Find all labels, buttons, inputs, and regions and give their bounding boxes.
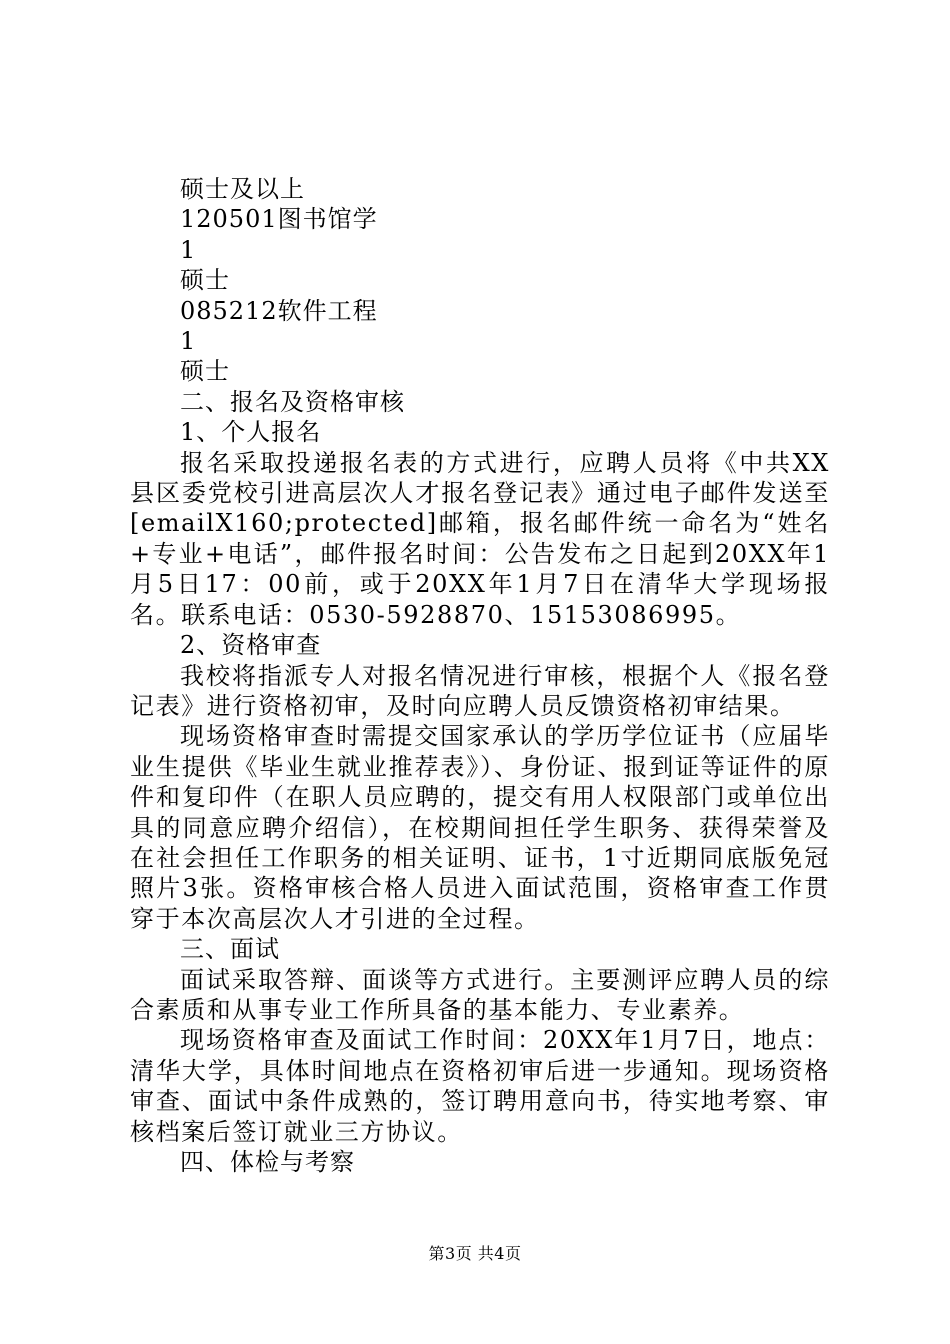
subheading-qualification-review: 2、资格审查 (180, 631, 322, 660)
degree-software-engineering: 硕士 (180, 357, 230, 386)
section-heading-interview: 三、面试 (180, 935, 280, 964)
section-heading-medical-exam: 四、体检与考察 (180, 1148, 355, 1176)
major-software-engineering: 085212软件工程 (180, 296, 378, 325)
paragraph-interview-1: 面试采取答辩、面谈等方式进行。主要测评应聘人员的综合素质和从事专业工作所具备的基本能力、专业素养。 (130, 965, 830, 1024)
document-body (130, 174, 830, 1177)
major-library-science: 120501图书馆学 (180, 205, 378, 234)
degree-requirement: 硕士及以上 (180, 175, 305, 203)
section-heading-registration: 二、报名及资格审核 (180, 387, 405, 416)
paragraph-registration: 报名采取投递报名表的方式进行，应聘人员将《中共XX县区委党校引进高层次人才报名登记表》通过电子邮件发送至[emailX160;protected]邮箱，报名邮件统一命名为“姓名+专业+电话”，邮件报名时间：公告发布之日起到20XX年1月5日17：00前，或于20XX年1月7日在清华大学现场报名。联系电话：0530-5928870、15153086995。 (130, 448, 830, 629)
page-footer: 第3页 共4页 (428, 1244, 522, 1263)
quota-library-science: 1 (180, 235, 197, 264)
paragraph-review-1: 我校将指派专人对报名情况进行审核，根据个人《报名登记表》进行资格初审，及时向应聘人员反馈资格初审结果。 (130, 661, 830, 720)
paragraph-review-2: 现场资格审查时需提交国家承认的学历学位证书（应届毕业生提供《毕业生就业推荐表》）、身份证、报到证等证件的原件和复印件（在职人员应聘的，提交有用人权限部门或单位出具的同意应聘介绍信），在校期间担任学生职务、获得荣誉及在社会担任工作职务的相关证明、证书，1寸近期同底版免冠照片3张。资格审核合格人员进入面试范围，资格审查工作贯穿于本次高层次人才引进的全过程。 (130, 722, 830, 933)
degree-library-science: 硕士 (180, 266, 230, 295)
quota-software-engineering: 1 (180, 327, 197, 356)
subheading-personal-registration: 1、个人报名 (180, 418, 322, 447)
paragraph-interview-2: 现场资格审查及面试工作时间：20XX年1月7日，地点：清华大学，具体时间地点在资格初审后进一步通知。现场资格审查、面试中条件成熟的，签订聘用意向书，待实地考察、审核档案后签订就业三方协议。 (130, 1026, 830, 1146)
